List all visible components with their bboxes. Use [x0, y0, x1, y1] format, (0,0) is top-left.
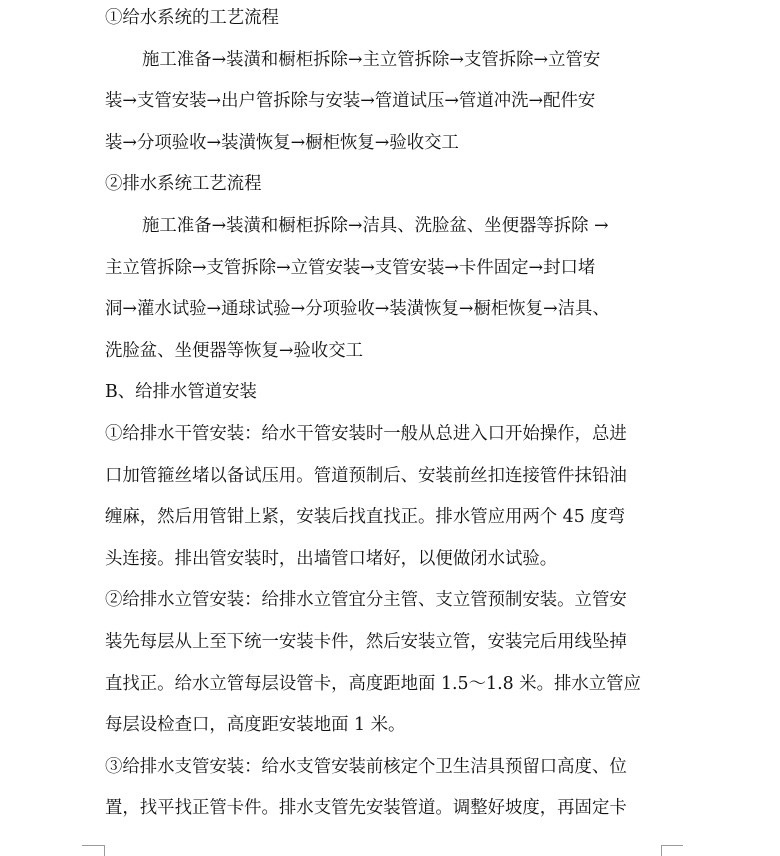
section-b-heading: B、给排水管道安装	[105, 382, 257, 403]
riser-line-3: 直找正。给水立管每层设管卡，高度距地面 1.5～1.8 米。排水立管应	[105, 673, 641, 694]
drainage-line-4: 洗脸盆、坐便器等恢复→验收交工	[105, 340, 364, 361]
main-pipe-line-3: 缠麻，然后用管钳上紧，安装后找直找正。排水管应用两个 45 度弯	[105, 507, 626, 528]
riser-line-4: 每层设检查口，高度距安装地面 1 米。	[105, 715, 406, 736]
document-body	[105, 0, 661, 830]
riser-line-1: ②给排水立管安装：给排水立管宜分主管、支立管预制安装。立管安	[105, 590, 627, 611]
margin-corner-mark-right-vertical	[661, 845, 662, 856]
branch-line-2: 置，找平找正管卡件。排水支管先安装管道。调整好坡度，再固定卡	[105, 798, 627, 819]
branch-line-1: ③给排水支管安装：给水支管安装前核定个卫生洁具预留口高度、位	[105, 756, 627, 777]
main-pipe-line-4: 头连接。排出管安装时，出墙管口堵好，以便做闭水试验。	[105, 548, 558, 569]
main-pipe-line-1: ①给排水干管安装：给水干管安装时一般从总进入口开始操作，总进	[105, 423, 627, 444]
margin-corner-mark-left-vertical	[104, 845, 105, 856]
water-supply-line-1: 施工准备→装潢和橱柜拆除→主立管拆除→支管拆除→立管安	[142, 49, 601, 70]
drainage-line-3: 洞→灌水试验→通球试验→分项验收→装潢恢复→橱柜恢复→洁具、	[105, 299, 610, 320]
water-supply-heading: ①给水系统的工艺流程	[105, 8, 279, 28]
water-supply-line-2: 装→支管安装→出户管拆除与安装→管道试压→管道冲洗→配件安	[105, 91, 596, 112]
drainage-line-1: 施工准备→装潢和橱柜拆除→洁具、洗脸盆、坐便器等拆除 →	[142, 215, 609, 236]
margin-corner-mark-right-horizontal	[661, 845, 683, 846]
drainage-line-2: 主立管拆除→支管拆除→立管安装→支管安装→卡件固定→封口堵	[105, 257, 596, 278]
main-pipe-line-2: 口加管箍丝堵以备试压用。管道预制后、安装前丝扣连接管件抹铅油	[105, 465, 627, 486]
riser-line-2: 装先每层从上至下统一安装卡件，然后安装立管，安装完后用线坠掉	[105, 631, 627, 652]
water-supply-line-3: 装→分项验收→装潢恢复→橱柜恢复→验收交工	[105, 132, 459, 153]
drainage-heading: ②排水系统工艺流程	[105, 174, 262, 195]
margin-corner-mark-left-horizontal	[82, 845, 104, 846]
